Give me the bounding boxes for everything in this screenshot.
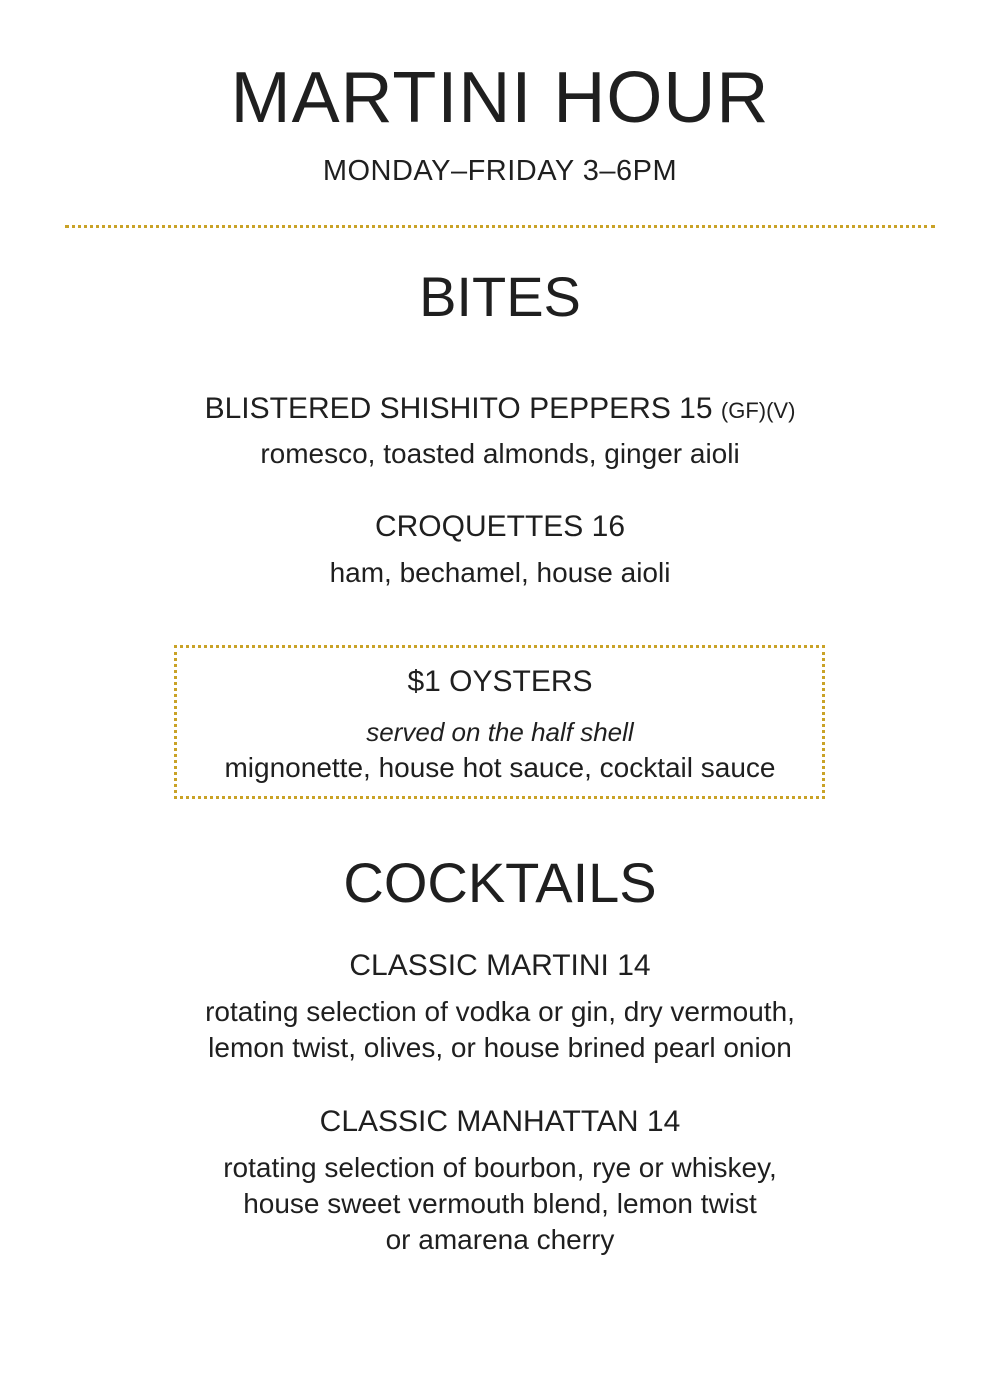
cocktail-item-description-line: rotating selection of bourbon, rye or whiskey,	[223, 1152, 777, 1183]
bite-item-description: romesco, toasted almonds, ginger aioli	[260, 438, 740, 469]
cocktail-item-name: CLASSIC MANHATTAN 14	[319, 1105, 681, 1138]
oyster-feature-name: $1 OYSTERS	[407, 665, 593, 698]
bite-item-tags: (GF)(V)	[720, 398, 796, 423]
menu-hours: MONDAY–FRIDAY 3–6PM	[322, 155, 678, 187]
bites-heading: BITES	[419, 265, 581, 328]
cocktail-item-description-line: house sweet vermouth blend, lemon twist	[243, 1188, 757, 1219]
cocktail-item-description-line: or amarena cherry	[385, 1224, 615, 1255]
cocktail-item-description-line: rotating selection of vodka or gin, dry vermouth,	[205, 996, 795, 1027]
oyster-feature-note: served on the half shell	[366, 717, 634, 747]
cocktails-heading: COCKTAILS	[343, 851, 657, 914]
bite-item-name: CROQUETTES 16	[374, 510, 626, 543]
bite-item-title: BLISTERED SHISHITO PEPPERS 15	[204, 392, 713, 425]
bite-item-name	[0, 391, 1000, 429]
bite-item-description: ham, bechamel, house aioli	[329, 557, 671, 588]
menu-title: MARTINI HOUR	[230, 58, 770, 138]
cocktail-item-name: CLASSIC MARTINI 14	[349, 949, 651, 982]
dotted-divider	[65, 225, 935, 228]
cocktail-item-description-line: lemon twist, olives, or house brined pearl onion	[208, 1032, 792, 1063]
oyster-feature-description: mignonette, house hot sauce, cocktail sauce	[224, 752, 776, 783]
